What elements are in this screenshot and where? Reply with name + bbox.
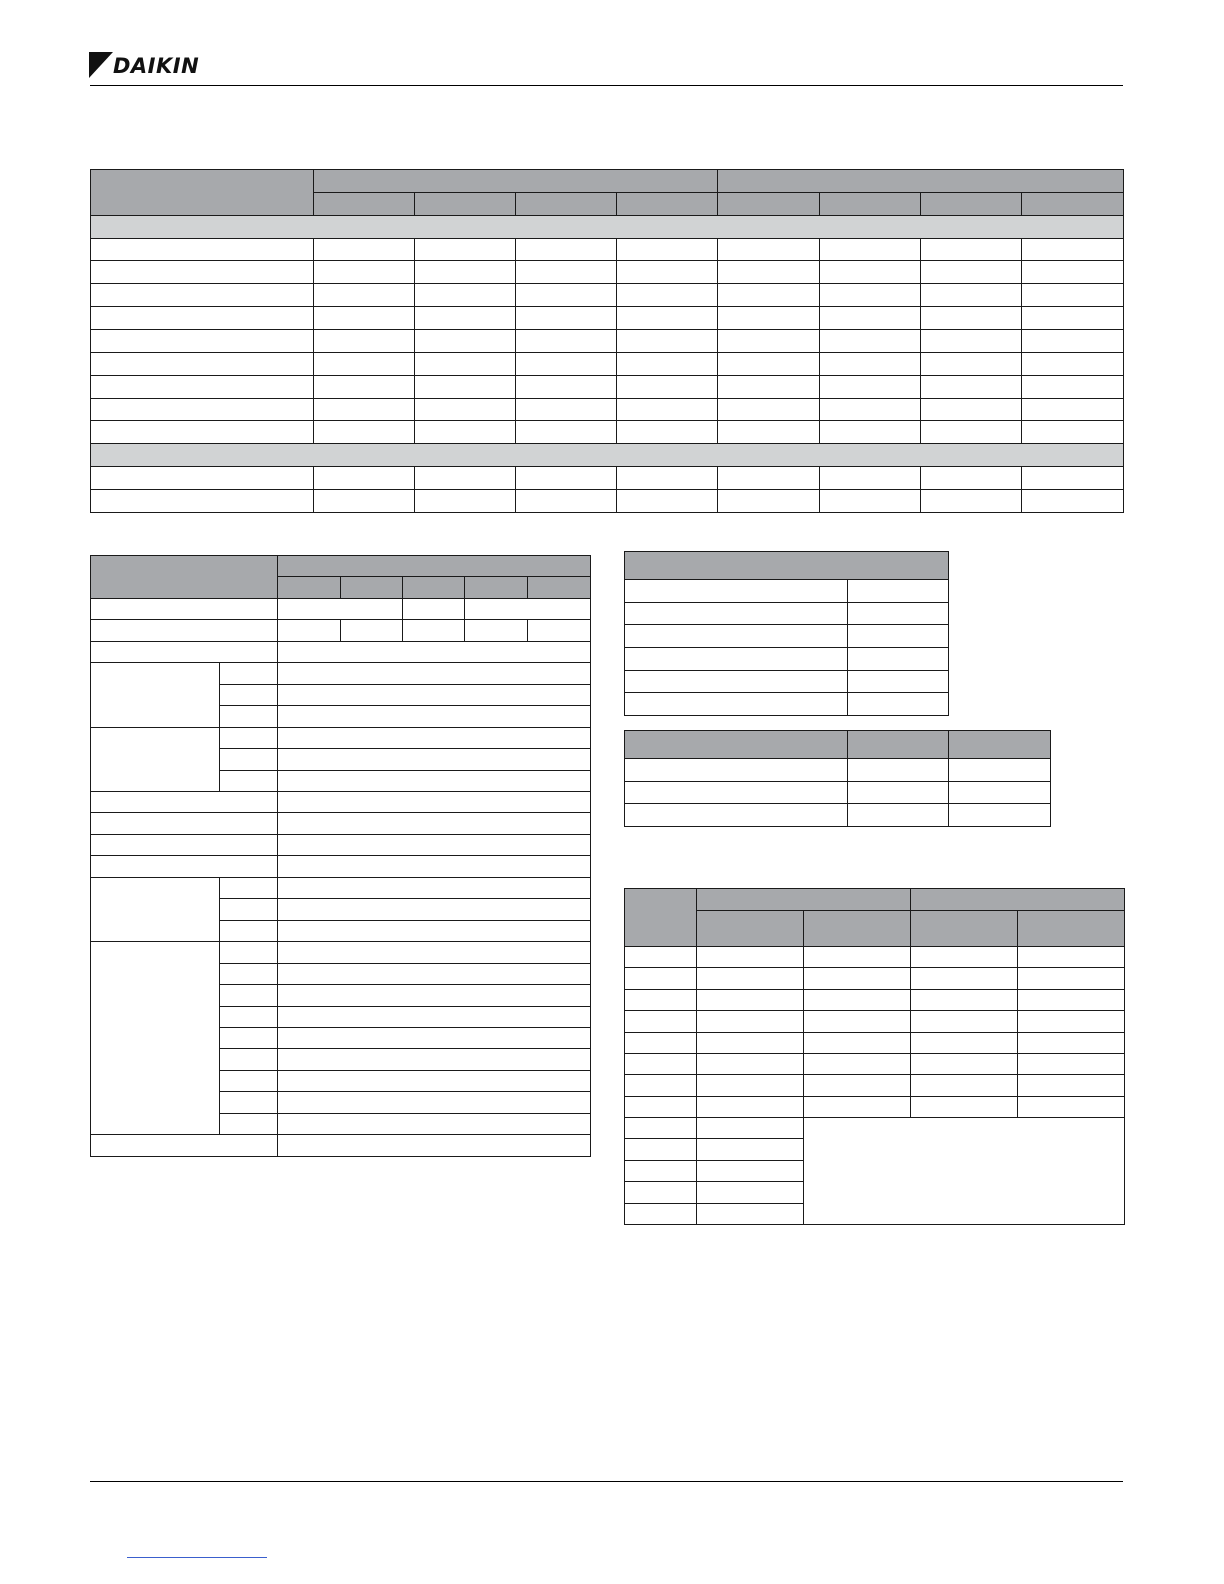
table-row <box>625 670 949 693</box>
table-a-col-header <box>617 192 718 215</box>
table-row <box>91 307 1124 330</box>
table-c <box>624 551 949 716</box>
table-row <box>625 625 949 648</box>
table-row <box>625 693 949 716</box>
table-row <box>625 759 1051 782</box>
table-e <box>624 888 1125 1225</box>
table-row <box>625 968 1125 989</box>
table-a-col-header <box>415 192 516 215</box>
table-row <box>625 804 1051 827</box>
table-row <box>91 834 591 855</box>
table-b-col-header <box>341 577 403 598</box>
table-row <box>91 641 591 662</box>
table-row <box>91 1135 591 1157</box>
table-row <box>91 598 591 619</box>
table-b-group-header <box>278 556 591 577</box>
table-row <box>625 1096 1125 1117</box>
table-row <box>625 1118 1125 1139</box>
table-b-header-label-cell <box>91 556 278 599</box>
table-a-section-band <box>91 444 1124 467</box>
table-a-col-header <box>314 192 415 215</box>
table-row <box>625 647 949 670</box>
table-row <box>91 663 591 684</box>
table-row <box>91 261 1124 284</box>
table-e-header-label-cell <box>625 889 697 947</box>
header-rule <box>90 85 1123 86</box>
table-row <box>91 330 1124 353</box>
table-row <box>625 1011 1125 1032</box>
table-a-header-row-1 <box>91 170 1124 193</box>
table-a-col-header <box>516 192 617 215</box>
table-e-header-row-1 <box>625 889 1125 911</box>
table-row <box>91 490 1124 513</box>
table-d <box>624 730 1051 827</box>
daikin-logo-mark-icon <box>89 52 113 80</box>
footer-link-underline[interactable] <box>127 1557 267 1558</box>
table-e-header-row-2 <box>625 911 1125 947</box>
table-row <box>91 352 1124 375</box>
table-row <box>91 856 591 877</box>
table-e-col-header <box>804 911 911 947</box>
table-a-section-band <box>91 215 1124 238</box>
table-row <box>625 602 949 625</box>
table-d-header-row <box>625 731 1051 759</box>
footer-rule <box>90 1481 1123 1482</box>
table-a-col-header <box>921 192 1022 215</box>
table-e-group-header-2 <box>911 889 1125 911</box>
table-row <box>91 284 1124 307</box>
table-row <box>91 791 591 812</box>
table-row <box>91 375 1124 398</box>
table-e-col-header <box>911 911 1018 947</box>
table-e-merged-cell <box>804 1118 1125 1225</box>
table-a-col-header <box>718 192 820 215</box>
table-row <box>625 989 1125 1010</box>
table-b-col-header <box>403 577 465 598</box>
table-row <box>91 238 1124 261</box>
table-a-group-header-2 <box>718 170 1124 193</box>
table-d-header-cell <box>848 731 949 759</box>
daikin-logo-text: DAIKIN <box>113 54 200 78</box>
table-row <box>91 421 1124 444</box>
daikin-logo <box>89 52 219 82</box>
table-b-col-header <box>465 577 528 598</box>
table-row <box>91 727 591 748</box>
table-d-header-cell <box>625 731 848 759</box>
table-a-section-band-cell <box>91 444 1124 467</box>
table-row <box>625 947 1125 968</box>
table-row <box>625 1032 1125 1053</box>
table-a-group-header-1 <box>314 170 718 193</box>
table-row <box>91 942 591 963</box>
table-e-col-header <box>697 911 804 947</box>
table-a-header-label-cell <box>91 170 314 216</box>
table-row <box>625 580 949 603</box>
table-a-col-header <box>1022 192 1124 215</box>
table-b <box>90 555 591 1157</box>
table-row <box>91 398 1124 421</box>
table-b-header-row-1 <box>91 556 591 577</box>
table-b-col-header <box>278 577 341 598</box>
table-c-header-cell <box>625 552 949 580</box>
table-c-header-row <box>625 552 949 580</box>
table-row <box>91 620 591 641</box>
table-row <box>91 877 591 898</box>
table-d-header-cell <box>949 731 1051 759</box>
table-row <box>625 1053 1125 1074</box>
table-row <box>625 781 1051 804</box>
table-b-col-header <box>528 577 591 598</box>
table-row <box>91 813 591 834</box>
table-a-section-band-cell <box>91 215 1124 238</box>
table-e-group-header-1 <box>697 889 911 911</box>
table-e-col-header <box>1018 911 1125 947</box>
table-row <box>625 1075 1125 1096</box>
table-a-col-header <box>820 192 921 215</box>
table-row <box>91 467 1124 490</box>
table-a <box>90 169 1124 513</box>
